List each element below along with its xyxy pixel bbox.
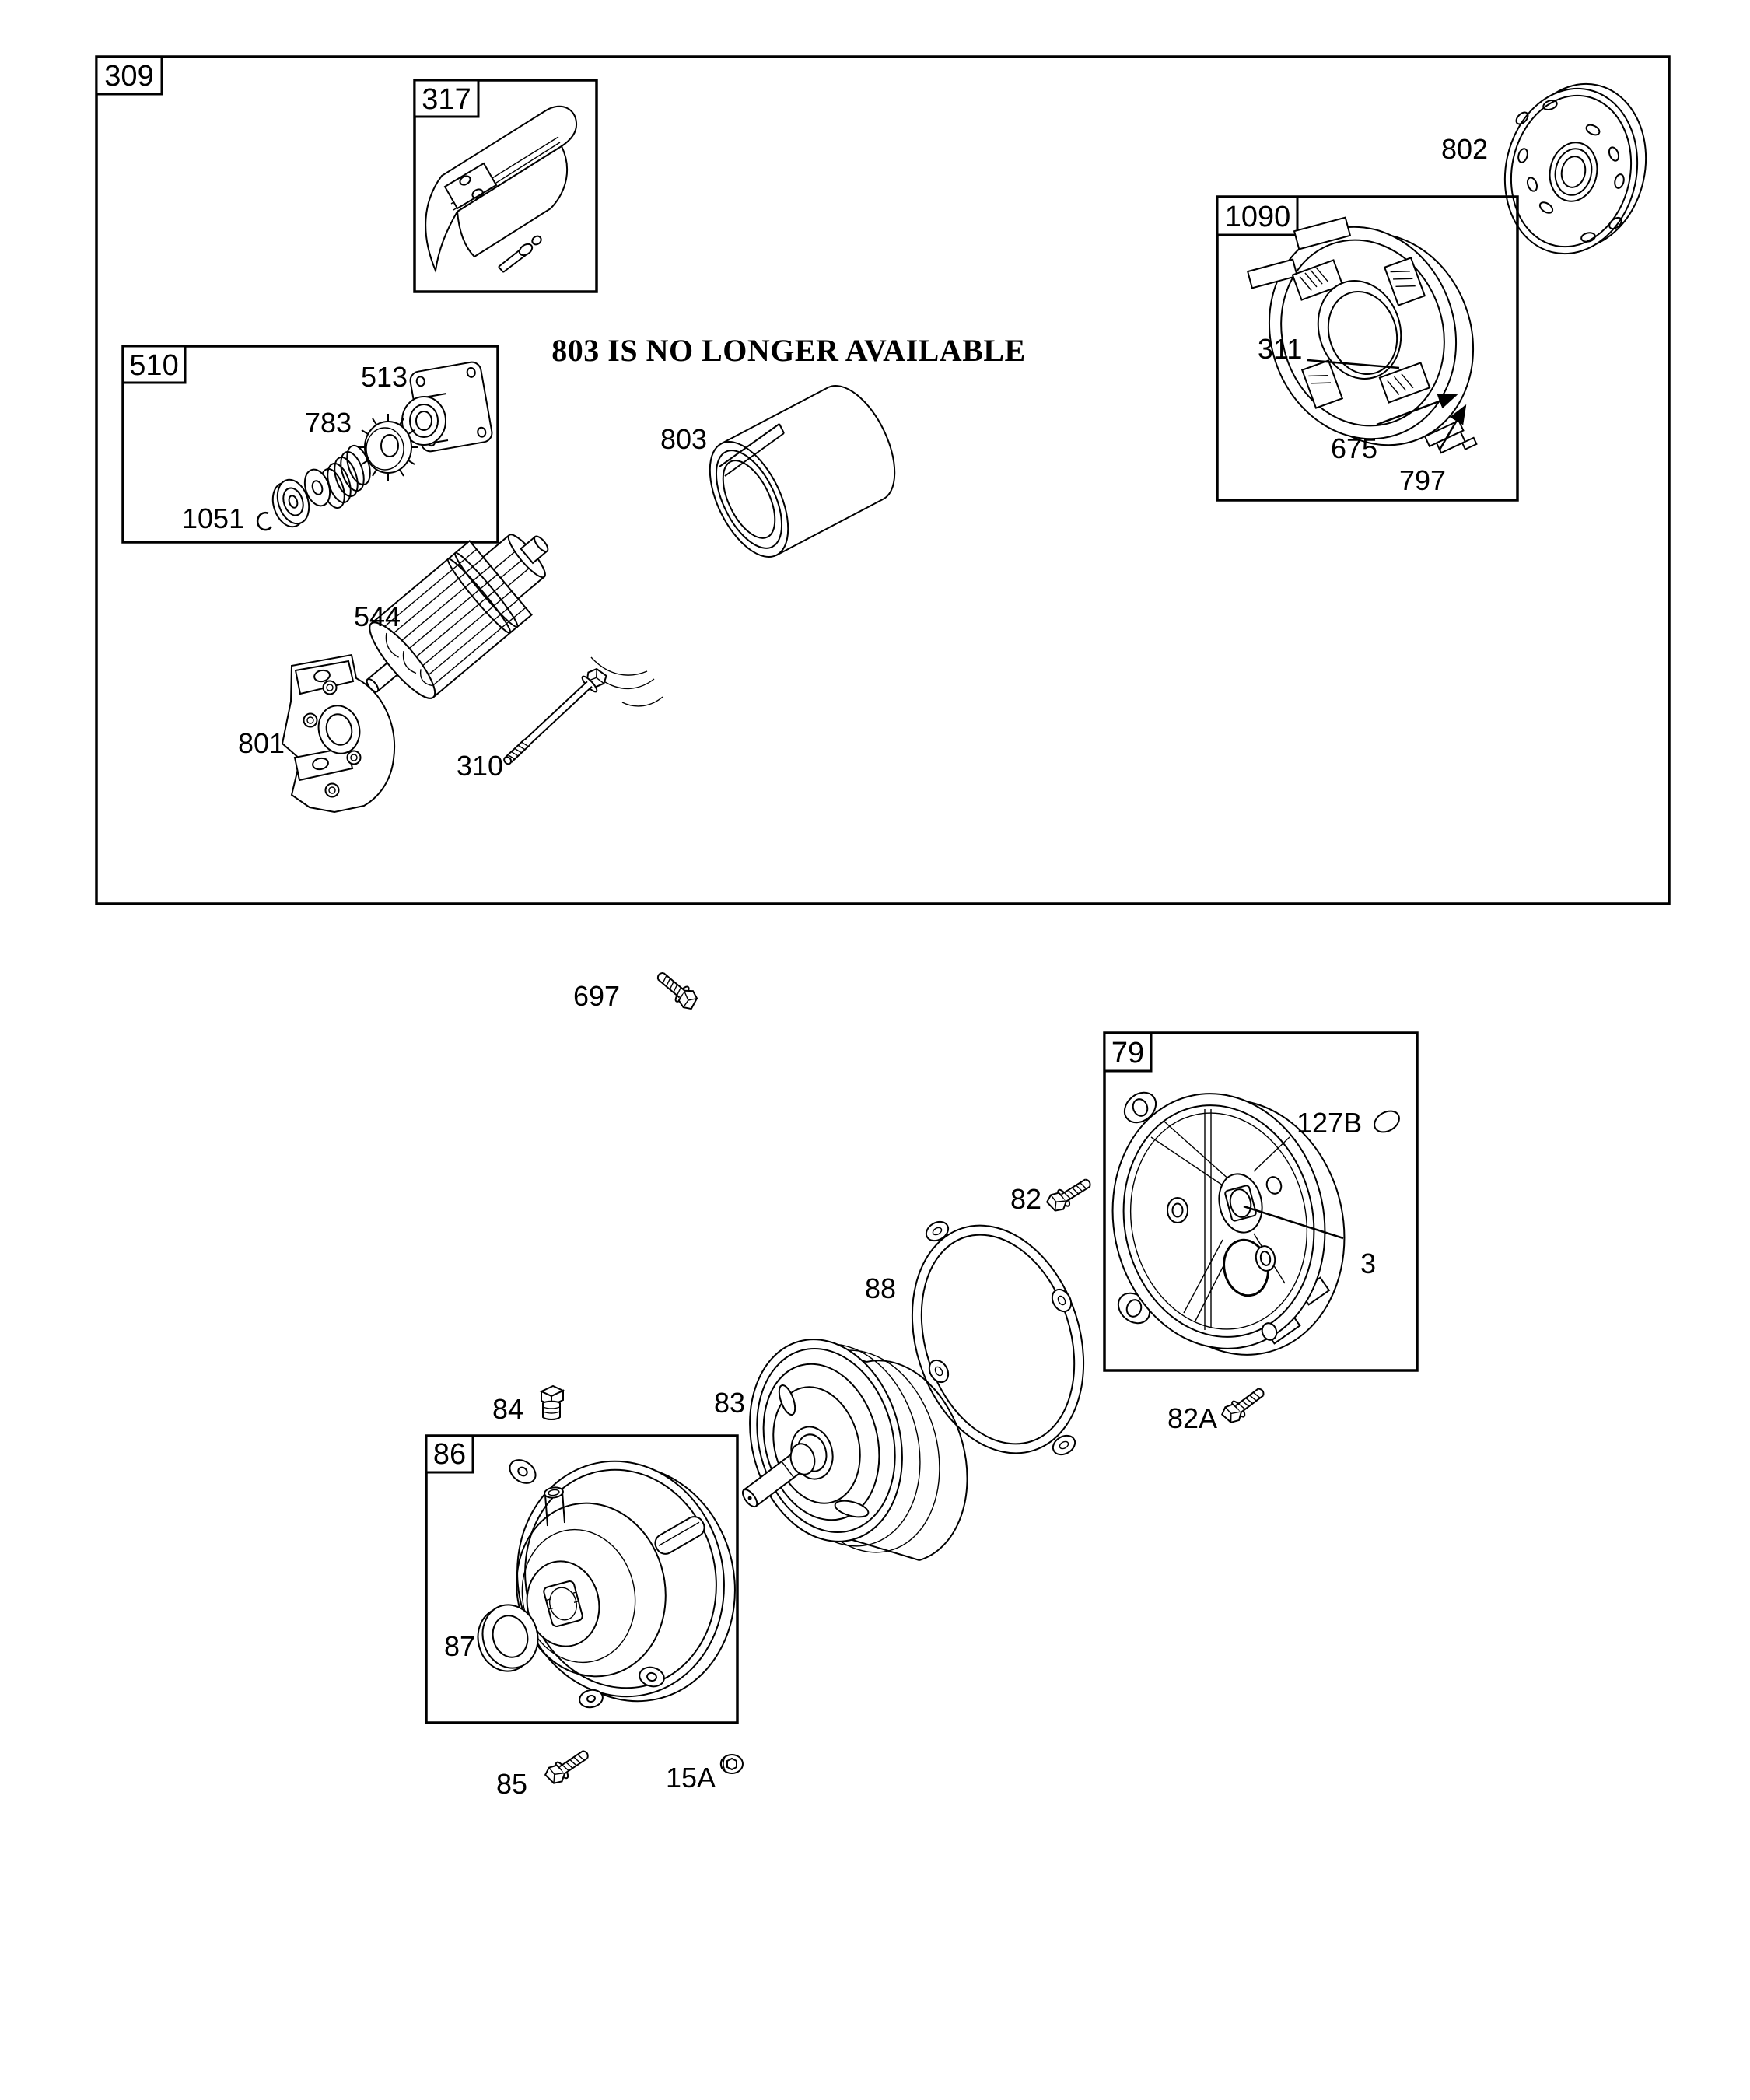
notice-text: 803 IS NO LONGER AVAILABLE [551, 333, 1026, 368]
callout-697: 697 [573, 980, 621, 1012]
gear-cover-illustration [495, 1442, 756, 1720]
callout-310: 310 [457, 750, 504, 782]
callout-802: 802 [1441, 133, 1489, 165]
callout-88: 88 [865, 1272, 897, 1304]
plug-15A-illustration [721, 1755, 744, 1773]
gasket-88-illustration [884, 1203, 1111, 1475]
through-bolt-illustration [499, 664, 610, 770]
group-label-510: 510 [129, 349, 179, 382]
callout-311: 311 [1258, 333, 1303, 365]
group-label-309: 309 [104, 60, 154, 93]
starter-cover-illustration [425, 107, 576, 272]
callout-84: 84 [492, 1393, 524, 1425]
callout-783: 783 [305, 407, 352, 439]
callout-87: 87 [444, 1630, 476, 1662]
callout-82: 82 [1010, 1183, 1042, 1215]
group-label-1090: 1090 [1224, 201, 1291, 233]
retainer-clip-illustration [257, 513, 271, 530]
screw-85-illustration [543, 1745, 592, 1787]
starter-housing-803-illustration [694, 386, 894, 569]
callout-675: 675 [1331, 432, 1378, 464]
group-label-317: 317 [422, 83, 471, 116]
drive-housing-illustration [402, 361, 493, 453]
plug-84-illustration [541, 1386, 563, 1419]
callout-82A: 82A [1167, 1402, 1218, 1434]
callout-544: 544 [354, 600, 401, 632]
group-label-79: 79 [1111, 1037, 1145, 1069]
screw-697-illustration [653, 968, 701, 1012]
screw-82-illustration [1045, 1174, 1094, 1214]
group-label-86: 86 [432, 1438, 467, 1471]
callout-85: 85 [496, 1768, 528, 1800]
callout-513: 513 [361, 361, 408, 393]
callout-127B: 127B [1297, 1107, 1363, 1139]
callout-83: 83 [714, 1387, 746, 1419]
oring-127B-illustration [1370, 1107, 1402, 1136]
end-plate-802-illustration [1490, 72, 1661, 266]
callout-3: 3 [1360, 1248, 1377, 1279]
callout-801: 801 [238, 727, 285, 759]
callout-803: 803 [660, 423, 708, 455]
rivet-illustration [499, 234, 543, 272]
callout-15A: 15A [666, 1762, 716, 1794]
callout-1051: 1051 [182, 502, 245, 534]
screw-82A-illustration [1220, 1384, 1268, 1426]
callout-797: 797 [1399, 464, 1447, 496]
